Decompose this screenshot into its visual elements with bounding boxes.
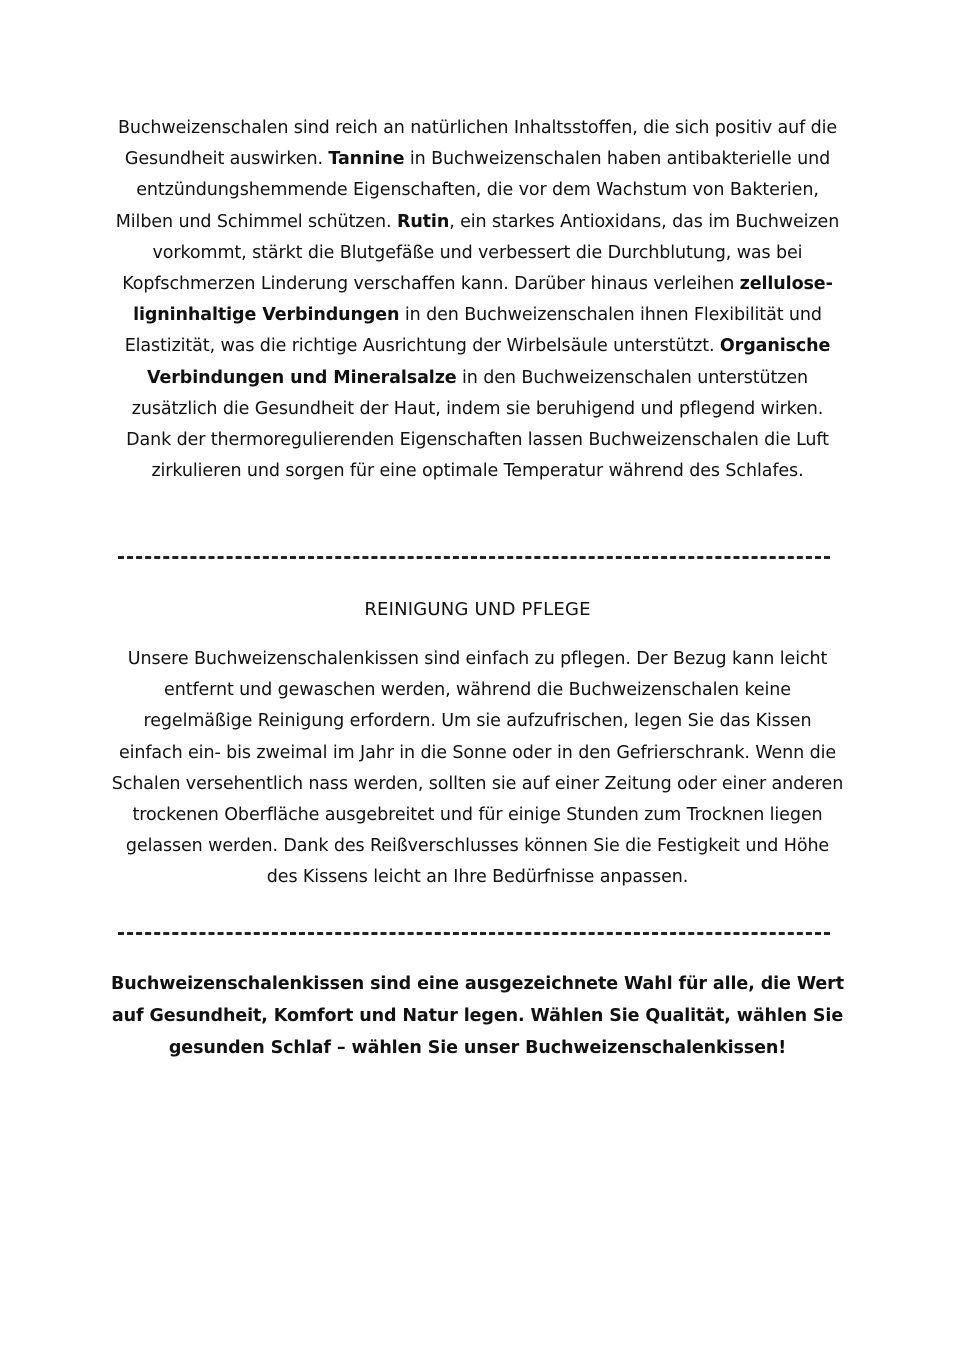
dashed-divider-top [118,556,830,559]
intro-text-1: Buchweizenschalen sind reich an natürlichen Inhaltsstoffen, die sich positiv auf die Gesundheit auswirken. [117,118,838,170]
closing-paragraph: Buchweizenschalenkissen sind eine ausgezeichnete Wahl für alle, die Wert auf Gesundheit, Komfort und Natur legen. Wählen Sie Qualität, wählen Sie gesunden Schlaf – wählen Sie unser Buchweizenschalenkissen! [111,974,844,1058]
intro-bold-cellulose: zellulose-ligninhaltige Verbindungen [133,274,833,326]
care-heading: REINIGUNG UND PFLEGE [364,599,591,620]
intro-bold-rutin: Rutin [396,211,450,232]
care-paragraph: Unsere Buchweizenschalenkissen sind einfach zu pflegen. Der Bezug kann leicht entfernt und gewaschen werden, während die Buchweizenschalen keine regelmäßige Reinigung erfordern. Um sie aufzufrischen, legen Sie das Kissen einfach ein- bis zweimal im Jahr in die Sonne oder in den Gefrierschrank. Wenn die Schalen versehentlich nass werden, sollten sie auf einer Zeitung oder einer anderen trockenen Oberfläche ausgebreitet und für einige Stunden zum Trocknen liegen gelassen werden. Dank des Reißverschlusses können Sie die Festigkeit und Höhe des Kissens leicht an Ihre Bedürfnisse anpassen. [111,649,844,888]
intro-text-4: in den Buchweizenschalen ihnen Flexibilität und Elastizität, was die richtige Ausrichtung der Wirbelsäule unterstützt. [124,305,822,357]
dashed-divider-bottom [118,932,830,935]
intro-text-5: in den Buchweizenschalen unterstützen zusätzlich die Gesundheit der Haut, indem sie beruhigend und pflegend wirken. Dank der thermoregulierenden Eigenschaften lassen Buchweizenschalen die Luft zirkulieren und sorgen für eine optimale Temperatur während des Schlafes. [126,367,829,482]
intro-text-3: , ein starkes Antioxidans, das im Buchweizen vorkommt, stärkt die Blutgefäße und verbessert die Durchblutung, was bei Kopfschmerzen Linderung verschaffen kann. Darüber hinaus verleihen [122,211,840,295]
intro-bold-organic: Organische Verbindungen und Mineralsalze [147,336,831,388]
intro-text-2: in Buchweizenschalen haben antibakterielle und entzündungshemmende Eigenschaften, die vor dem Wachstum von Bakterien, Milben und Schimmel schützen. [115,149,831,232]
intro-paragraph [110,113,845,487]
intro-bold-tannine: Tannine [328,149,405,170]
